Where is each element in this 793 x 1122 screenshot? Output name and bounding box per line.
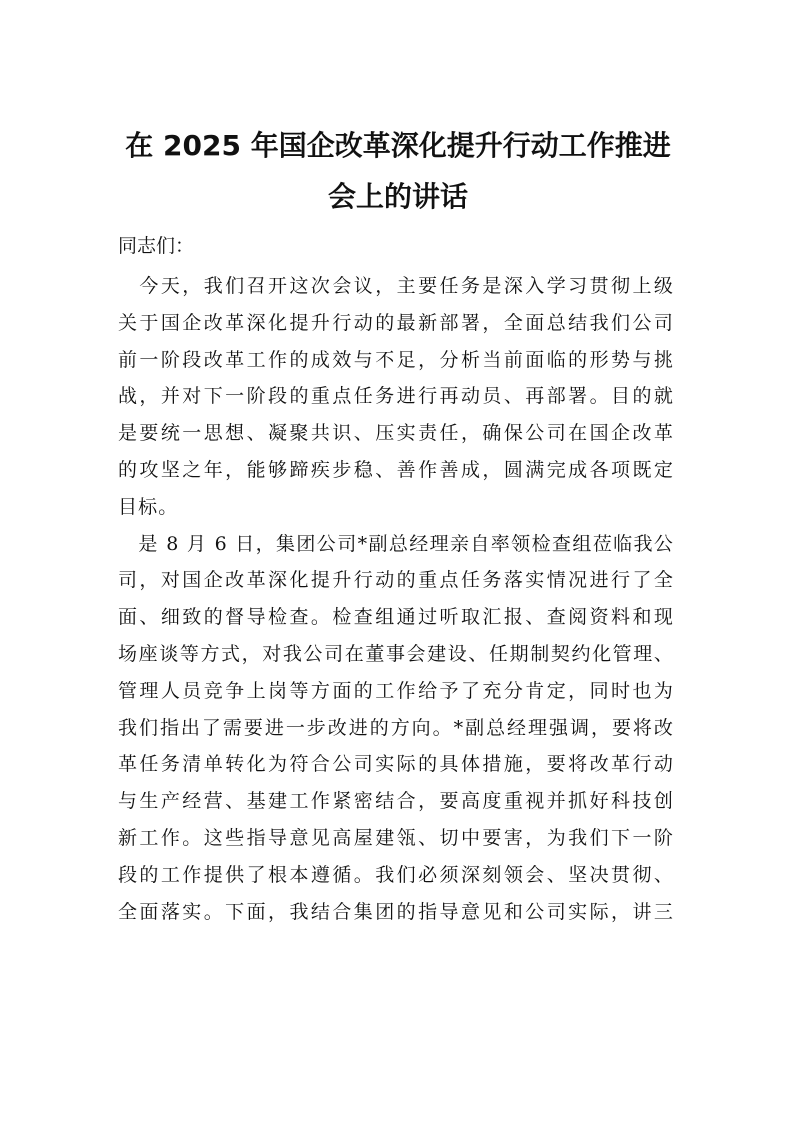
text-line: 是要统一思想、凝聚共识、压实责任，确保公司在国企改革 [118,422,674,445]
text-line: 面、细致的督导检查。检查组通过听取汇报、查阅资料和现 [118,606,674,629]
text-line: 目标。 [118,495,179,518]
document-body [118,226,674,930]
text-line: 关于国企改革深化提升行动的最新部署，全面总结我们公司 [118,311,674,334]
text-line: 管理人员竞争上岗等方面的工作给予了充分肯定，同时也为 [118,679,674,702]
title-line-1: 在 2025 年国企改革深化提升行动工作推进 [125,129,671,162]
text-line: 新工作。这些指导意见高屋建瓴、切中要害，为我们下一阶 [118,826,674,849]
text-line: 是 8 月 6 日，集团公司*副总经理亲自率领检查组莅临我公 [118,532,674,555]
text-line: 今天，我们召开这次会议，主要任务是深入学习贯彻上级 [118,275,674,297]
title-line-2: 会上的讲话 [327,180,468,213]
text-line: 司，对国企改革深化提升行动的重点任务落实情况进行了全 [118,569,674,592]
paragraph-1 [118,268,674,526]
text-line: 场座谈等方式，对我公司在董事会建设、任期制契约化管理、 [118,642,674,665]
paragraph-2 [118,526,674,931]
text-line: 我们指出了需要进一步改进的方向。*副总经理强调，要将改 [118,716,674,739]
text-line: 的攻坚之年，能够蹄疾步稳、善作善成，圆满完成各项既定 [118,458,674,481]
text-line: 段的工作提供了根本遵循。我们必须深刻领会、坚决贯彻、 [118,863,674,886]
document-title [100,120,696,222]
text-line: 与生产经营、基建工作紧密结合，要高度重视并抓好科技创 [118,790,674,813]
text-line: 前一阶段改革工作的成效与不足，分析当前面临的形势与挑 [118,348,674,371]
text-line: 革任务清单转化为符合公司实际的具体措施，要将改革行动 [118,753,674,776]
greeting: 同志们： [118,235,195,257]
text-line: 战，并对下一阶段的重点任务进行再动员、再部署。目的就 [118,385,674,408]
text-line: 全面落实。下面，我结合集团的指导意见和公司实际，讲三 [118,900,674,923]
